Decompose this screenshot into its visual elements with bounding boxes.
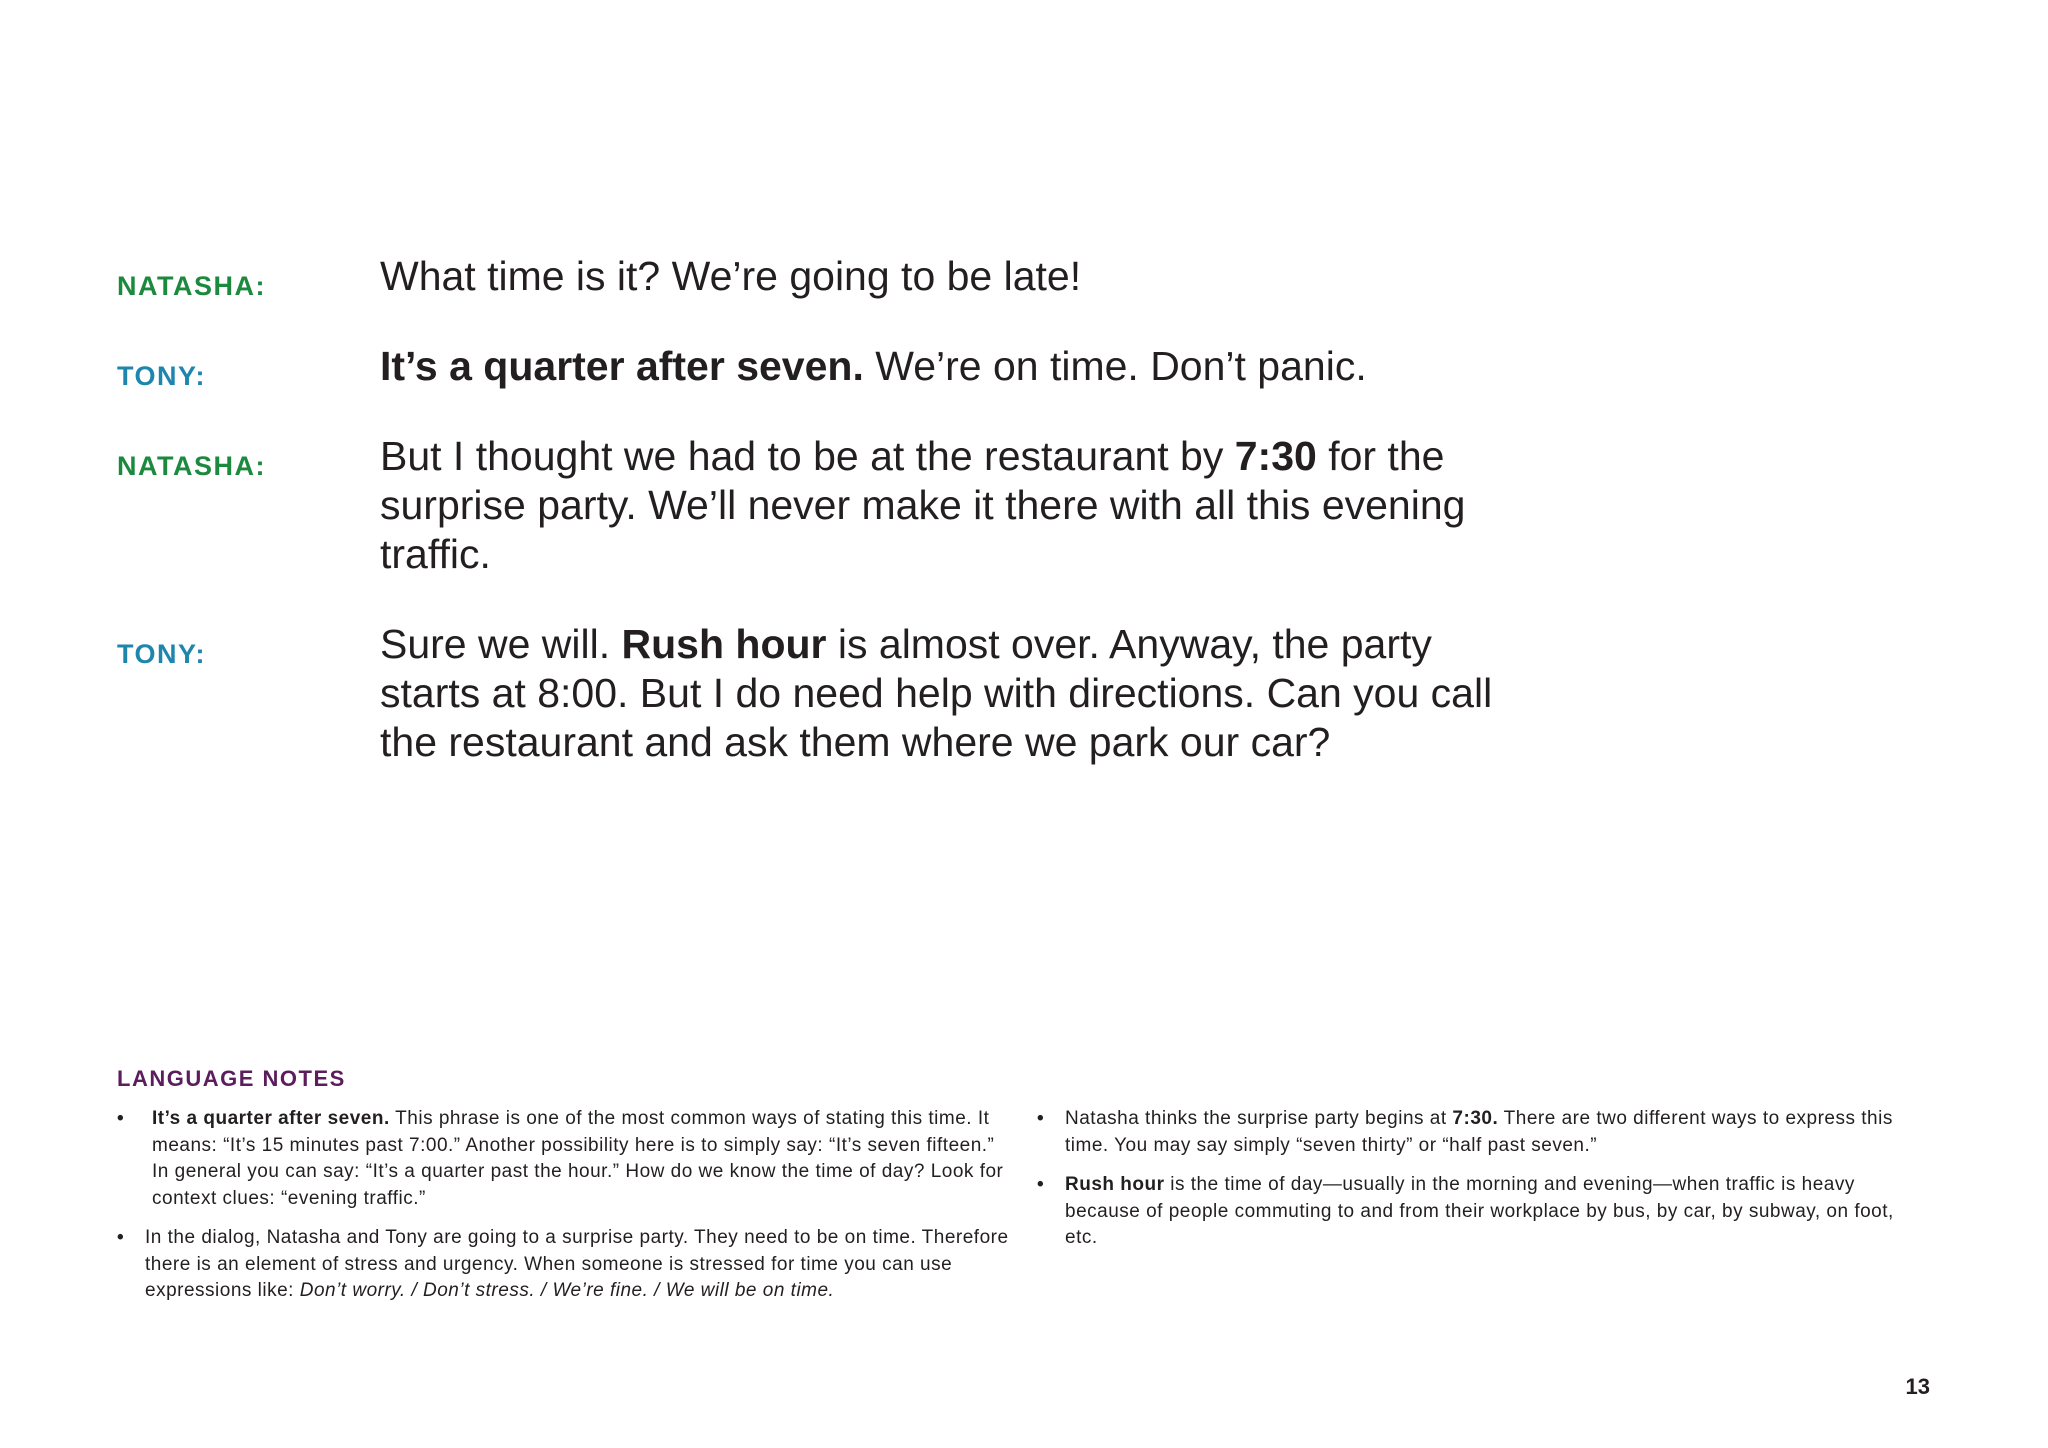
list-item: • It’s a quarter after seven. This phrase is one of the most common ways of stating this time. It means: “It’s 15 minutes past 7:00.” Another possibility here is to simply say: “It’s seven fifteen.” In general you can say: “It’s a quarter past the hour.” How do we know the time of day? Look for context clues: “evening traffic.” (117, 1106, 1037, 1212)
bullet-icon: • (117, 1227, 125, 1248)
speaker-label: NATASHA: (117, 271, 266, 301)
notes-right-column (1037, 1106, 1907, 1318)
key-phrase: 7:30 (1234, 433, 1317, 479)
language-notes-title: LANGUAGE NOTES (117, 1066, 346, 1091)
key-phrase: It’s a quarter after seven. (380, 343, 864, 389)
dialog-line (117, 432, 1517, 620)
dialog-line (117, 252, 1517, 342)
bullet-icon: • (117, 1108, 125, 1129)
key-phrase: Rush hour (621, 621, 827, 667)
list-item: • Natasha thinks the surprise party begins at 7:30. There are two different ways to express this time. You may say simply “seven thirty” or “half past seven.” (1037, 1106, 1907, 1159)
dialog-text: Sure we will. Rush hour is almost over. Anyway, the party starts at 8:00. But I do need help with directions. Can you call the restaurant and ask them where we park our car? (380, 621, 1493, 765)
language-notes (117, 1066, 1917, 1318)
list-item: • In the dialog, Natasha and Tony are going to a surprise party. They need to be on time. Therefore there is an element of stress and urgency. When someone is stressed for time you can use expressions like: Don’t worry. / Don’t stress. / We’re fine. / We will be on time. (117, 1225, 1037, 1305)
speaker-label: TONY: (117, 639, 207, 669)
dialog (117, 252, 1517, 770)
speaker-label: TONY: (117, 361, 207, 391)
dialog-line (117, 620, 1517, 770)
dialog-text: It’s a quarter after seven. We’re on time. Don’t panic. (380, 343, 1367, 389)
speaker-label: NATASHA: (117, 451, 266, 481)
bullet-icon: • (1037, 1174, 1045, 1195)
dialog-text: What time is it? We’re going to be late! (380, 253, 1082, 299)
bullet-icon: • (1037, 1108, 1045, 1129)
notes-left-column (117, 1106, 1037, 1318)
list-item: • Rush hour is the time of day—usually in the morning and evening—when traffic is heavy because of people commuting to and from their workplace by bus, by car, by subway, on foot, etc. (1037, 1172, 1907, 1252)
page-number: 13 (1905, 1374, 1930, 1399)
dialog-line (117, 342, 1517, 432)
dialog-text: But I thought we had to be at the restaurant by 7:30 for the surprise party. We’ll never make it there with all this evening traffic. (380, 433, 1466, 577)
